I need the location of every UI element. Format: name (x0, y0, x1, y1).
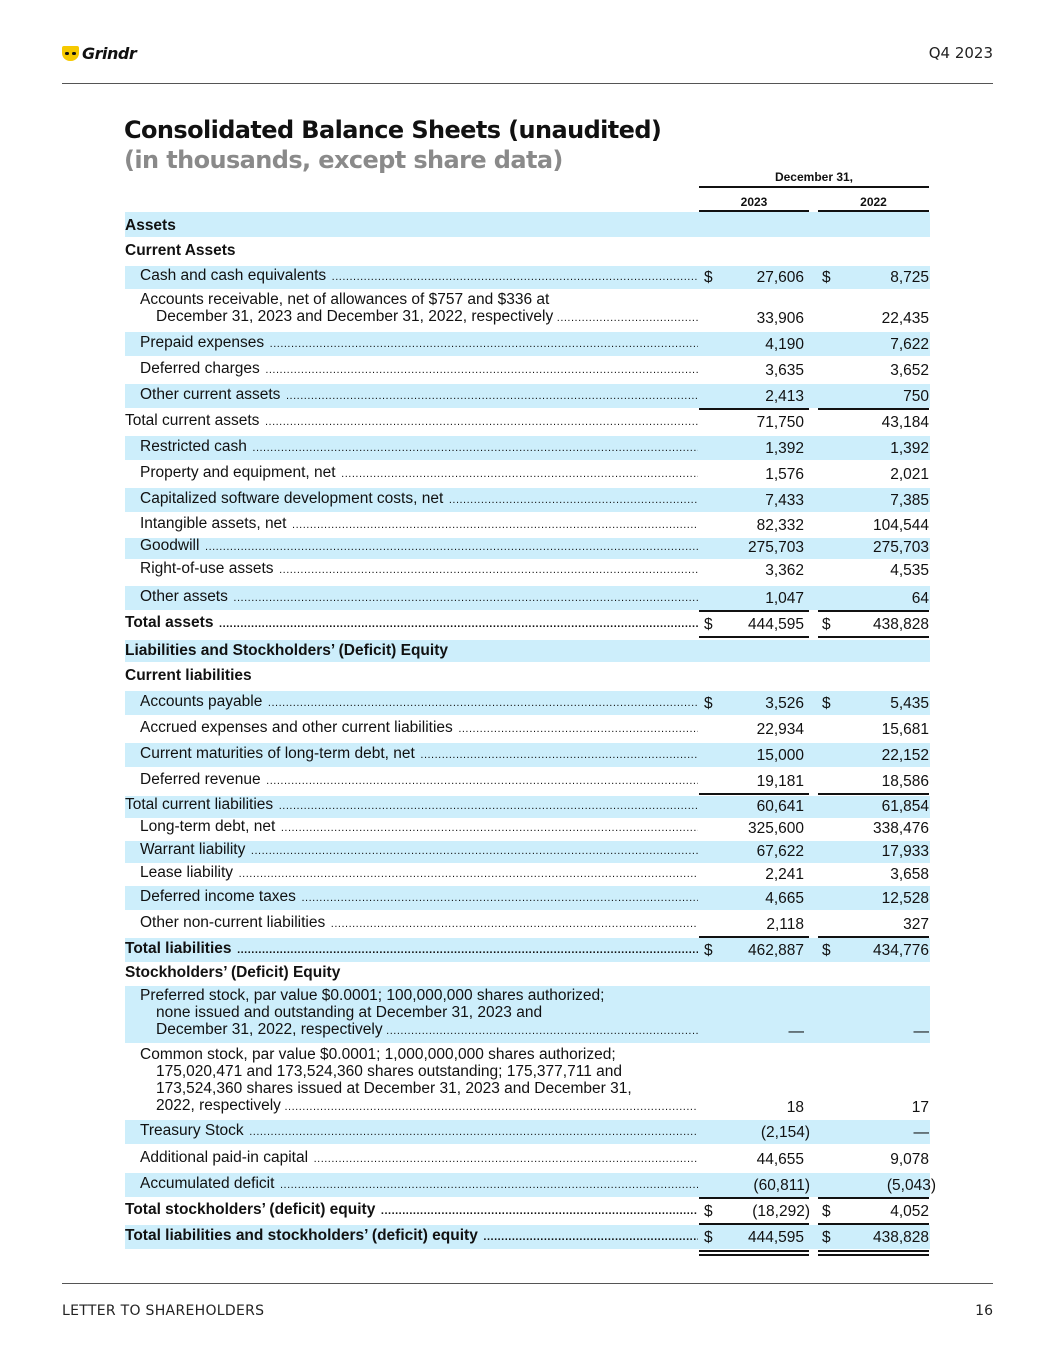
table-row (125, 586, 930, 610)
row-label: Current maturities of long-term debt, net ..... (140, 745, 698, 764)
row-label: Assets (125, 217, 176, 234)
table-row (125, 1045, 930, 1119)
row-label: Prepaid expenses ..... (140, 334, 698, 353)
value-2023: 60,641 (756, 798, 804, 815)
footer-section-title: LETTER TO SHAREHOLDERS (62, 1303, 265, 1319)
table-row (125, 841, 930, 863)
row-label: Accrued expenses and other current liabilities ..... (140, 719, 698, 738)
row-label: Cash and cash equivalents ..... (140, 267, 698, 286)
table-row (125, 462, 930, 486)
table-row-total (125, 796, 930, 818)
currency-symbol: $ (822, 616, 831, 633)
row-label: Current liabilities (125, 667, 252, 684)
total-double-rule (818, 1250, 929, 1252)
row-label: Goodwill ..... (140, 537, 698, 556)
table-row (125, 886, 930, 910)
currency-symbol: $ (822, 1229, 831, 1246)
value-2023: 1,392 (765, 440, 804, 457)
value-2022: 12,528 (881, 890, 929, 907)
value-2023: 18 (786, 1099, 804, 1116)
row-label: Deferred income taxes ..... (140, 888, 698, 907)
value-2023: 3,526 (765, 695, 804, 712)
currency-symbol: $ (704, 942, 713, 959)
value-2023: (2,154) (760, 1124, 810, 1141)
row-label: Accumulated deficit ..... (140, 1175, 698, 1194)
table-row (125, 818, 930, 840)
value-2023: 82,332 (756, 517, 804, 534)
value-2022: 22,152 (881, 747, 929, 764)
table-row (125, 769, 930, 793)
value-2022: 7,385 (890, 492, 929, 509)
row-label: Other assets ..... (140, 588, 698, 607)
row-label: Stockholders’ (Deficit) Equity (125, 964, 341, 981)
value-2022: 438,828 (872, 616, 929, 633)
value-2023: 19,181 (756, 773, 804, 790)
value-2023: 275,703 (747, 539, 804, 556)
row-label: Warrant liability ..... (140, 841, 698, 860)
table-row-subsection (125, 962, 930, 984)
value-2023: 22,934 (756, 721, 804, 738)
value-2022: 5,435 (890, 695, 929, 712)
table-row (125, 912, 930, 936)
value-2022: 8,725 (890, 269, 929, 286)
value-2023: 44,655 (756, 1151, 804, 1168)
table-row-total (125, 938, 930, 962)
row-label: Total liabilities ..... (125, 940, 698, 959)
table-row (125, 436, 930, 460)
table-row (125, 1120, 930, 1144)
value-2022: — (913, 1124, 929, 1141)
value-2022: 61,854 (881, 798, 929, 815)
table-row-total (125, 410, 930, 434)
value-2022: 3,652 (890, 362, 929, 379)
table-row (125, 266, 930, 289)
row-label: Accounts receivable, net of allowances of $757 and $336 at December 31, 2023 and December 31, 2022, respectively ..... (140, 291, 698, 327)
value-2023: 3,362 (765, 562, 804, 579)
table-row (125, 290, 930, 330)
table-row-section (125, 212, 930, 237)
value-2023: 462,887 (747, 942, 804, 959)
value-2022: 104,544 (872, 517, 929, 534)
row-label: Treasury Stock ..... (140, 1122, 698, 1141)
table-row-subsection (125, 237, 930, 262)
value-2023: 3,635 (765, 362, 804, 379)
row-label: Total assets ..... (125, 614, 698, 633)
value-2022: 7,622 (890, 336, 929, 353)
row-label: Liabilities and Stockholders’ (Deficit) Equity (125, 642, 448, 659)
table-row (125, 743, 930, 767)
currency-symbol: $ (822, 269, 831, 286)
value-2022: 1,392 (890, 440, 929, 457)
value-2023: 2,413 (765, 388, 804, 405)
value-2022: 327 (903, 916, 929, 933)
value-2023: 444,595 (747, 1229, 804, 1246)
table-row (125, 560, 930, 582)
value-2022: 338,476 (872, 820, 929, 837)
value-2023: — (788, 1023, 804, 1040)
row-label: Property and equipment, net ..... (140, 464, 698, 483)
row-label: Intangible assets, net ..... (140, 515, 698, 534)
subtotal-rule (818, 793, 929, 795)
table-row (125, 717, 930, 741)
row-label: Capitalized software development costs, net ..... (140, 490, 698, 509)
row-label: Preferred stock, par value $0.0001; 100,000,000 shares authorized; none issued and outstanding at December 31, 2023 and December 31, 2022, respectively ..... (140, 987, 698, 1040)
value-2023: 325,600 (747, 820, 804, 837)
table-row (125, 514, 930, 537)
row-label: Lease liability ..... (140, 864, 698, 883)
value-2023: 7,433 (765, 492, 804, 509)
value-2022: 2,021 (890, 466, 929, 483)
table-row (125, 1173, 936, 1197)
row-label: Accounts payable ..... (140, 693, 698, 712)
report-period: Q4 2023 (928, 44, 993, 62)
grindr-logo (62, 44, 136, 63)
value-2022: 9,078 (890, 1151, 929, 1168)
page-footer (62, 1283, 993, 1319)
subtotal-rule (699, 793, 809, 795)
value-2022: 4,052 (890, 1203, 929, 1220)
row-label: Long-term debt, net ..... (140, 818, 698, 837)
table-row-total (125, 612, 930, 636)
value-2023: 1,576 (765, 466, 804, 483)
table-row-grand-total (125, 1225, 930, 1249)
value-2022: 438,828 (872, 1229, 929, 1246)
currency-symbol: $ (822, 942, 831, 959)
value-2022: 4,535 (890, 562, 929, 579)
value-2022: — (913, 1023, 929, 1040)
currency-symbol: $ (704, 1203, 713, 1220)
row-label: Other current assets ..... (140, 386, 698, 405)
value-2023: 27,606 (756, 269, 804, 286)
row-label: Total stockholders’ (deficit) equity ..... (125, 1201, 698, 1220)
row-label: Restricted cash ..... (140, 438, 698, 457)
total-double-rule (699, 1250, 809, 1252)
row-label: Common stock, par value $0.0001; 1,000,000,000 shares authorized; 175,020,471 and 173,524,360 shares outstanding; 175,377,711 and 173,524,360 shares issued at December 31, 2023 and December 31, 2022, respectively ..... (140, 1046, 698, 1116)
page-title: Consolidated Balance Sheets (unaudited) (124, 116, 662, 144)
value-2022: 64 (911, 590, 929, 607)
table-row (125, 1147, 930, 1171)
value-2022: 434,776 (872, 942, 929, 959)
value-2023: 2,241 (765, 866, 804, 883)
column-header-2022: 2022 (818, 195, 929, 212)
table-row (125, 332, 930, 356)
table-row-section (125, 640, 930, 662)
table-row (125, 488, 930, 512)
row-label: Total current assets ..... (125, 412, 698, 431)
currency-symbol: $ (822, 695, 831, 712)
value-2023: 33,906 (756, 310, 804, 327)
value-2023: 4,190 (765, 336, 804, 353)
value-2022: 43,184 (881, 414, 929, 431)
value-2023: 15,000 (756, 747, 804, 764)
row-label: Total current liabilities ..... (125, 796, 698, 815)
value-2023: 4,665 (765, 890, 804, 907)
value-2023: (60,811) (753, 1177, 810, 1194)
table-row (125, 864, 930, 886)
currency-symbol: $ (704, 1229, 713, 1246)
row-label: Other non-current liabilities ..... (140, 914, 698, 933)
value-2023: 444,595 (747, 616, 804, 633)
currency-symbol: $ (822, 1203, 831, 1220)
table-row (125, 691, 930, 715)
row-label: Current Assets (125, 242, 236, 259)
currency-symbol: $ (704, 269, 713, 286)
row-label: Right-of-use assets ..... (140, 560, 698, 579)
value-2022: 22,435 (881, 310, 929, 327)
table-row (125, 384, 930, 408)
page-number: 16 (975, 1303, 993, 1319)
row-label: Additional paid-in capital ..... (140, 1149, 698, 1168)
table-row (125, 538, 930, 559)
value-2022: 15,681 (881, 721, 929, 738)
currency-symbol: $ (704, 616, 713, 633)
table-row (125, 358, 930, 382)
value-2022: 750 (903, 388, 929, 405)
table-row-total (125, 1199, 930, 1223)
value-2022: 17,933 (881, 843, 929, 860)
value-2022: 275,703 (872, 539, 929, 556)
value-2022: 17 (911, 1099, 929, 1116)
value-2022: 3,658 (890, 866, 929, 883)
grindr-mask-icon (62, 46, 79, 61)
value-2022: 18,586 (881, 773, 929, 790)
column-group-header: December 31, (699, 170, 929, 188)
value-2023: 2,118 (766, 916, 804, 933)
value-2023: 1,047 (765, 590, 804, 607)
value-2023: 67,622 (756, 843, 804, 860)
currency-symbol: $ (704, 695, 713, 712)
value-2023: (18,292) (752, 1203, 810, 1220)
row-label: Deferred revenue ..... (140, 771, 698, 790)
page-subtitle: (in thousands, except share data) (124, 146, 563, 174)
value-2023: 71,750 (756, 414, 804, 431)
total-double-rule (699, 636, 809, 638)
logo-text: Grindr (82, 44, 137, 63)
table-row (125, 986, 930, 1043)
row-label: Deferred charges ..... (140, 360, 698, 379)
table-row-subsection (125, 663, 930, 687)
total-double-rule (818, 636, 929, 638)
column-header-2023: 2023 (699, 195, 809, 212)
page-header (62, 40, 993, 84)
value-2022: (5,043) (886, 1177, 936, 1194)
row-label: Total liabilities and stockholders’ (deficit) equity ..... (125, 1227, 698, 1246)
